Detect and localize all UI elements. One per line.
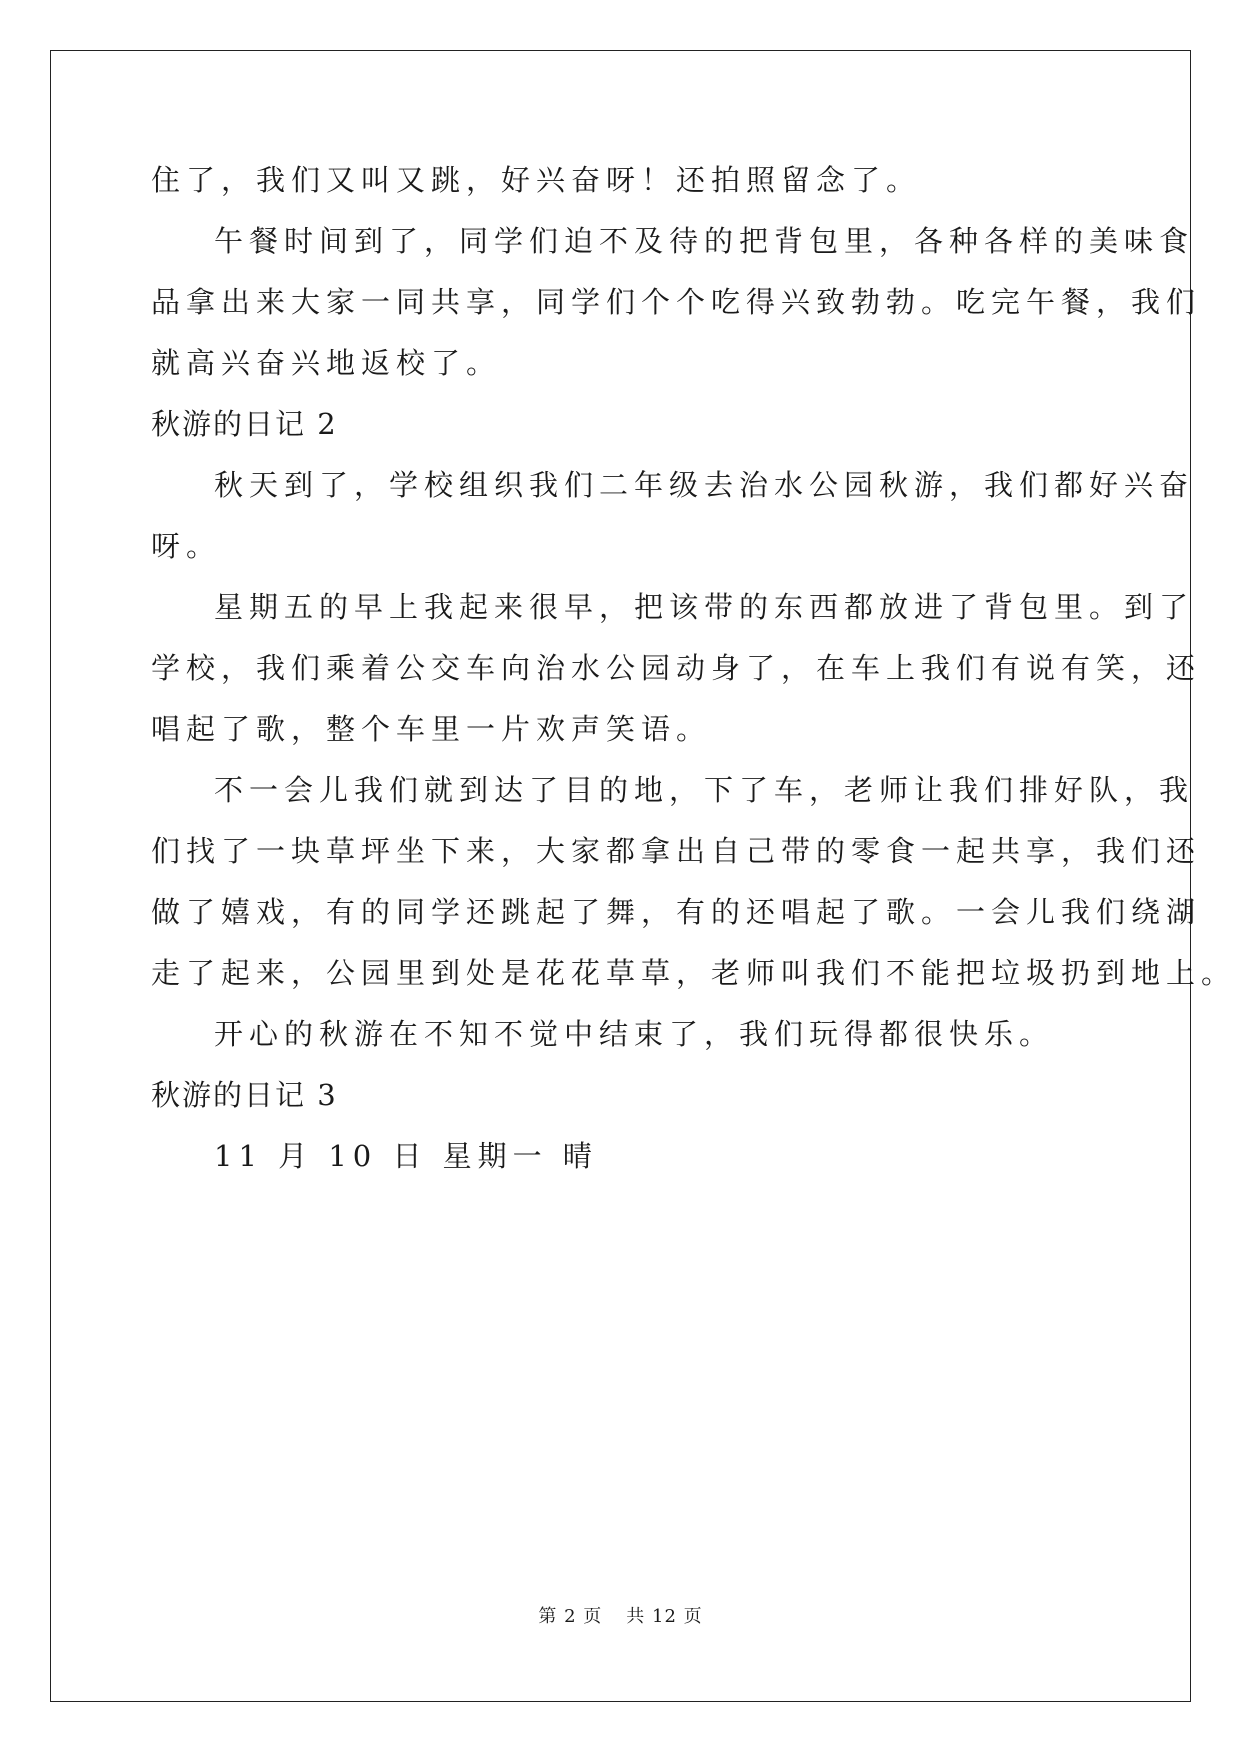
paragraph-line: 秋天到了，学校组织我们二年级去治水公园秋游，我们都好兴奋	[214, 468, 1195, 502]
paragraph-line: 就高兴奋兴地返校了。	[151, 346, 502, 380]
paragraph-line: 品拿出来大家一同共享，同学们个个吃得兴致勃勃。吃完午餐，我们	[151, 285, 1202, 319]
date-line: 11 月 10 日 星期一 晴	[214, 1139, 598, 1173]
paragraph-line: 做了嬉戏，有的同学还跳起了舞，有的还唱起了歌。一会儿我们绕湖	[151, 895, 1202, 929]
paragraph-line: 学校，我们乘着公交车向治水公园动身了，在车上我们有说有笑，还	[151, 651, 1202, 685]
paragraph-line: 唱起了歌，整个车里一片欢声笑语。	[151, 712, 712, 746]
document-body	[151, 150, 1237, 1187]
page-footer	[0, 1602, 1241, 1628]
paragraph-line: 走了起来，公园里到处是花花草草，老师叫我们不能把垃圾扔到地上。	[151, 956, 1237, 990]
current-page-label: 第 2 页	[538, 1606, 603, 1627]
paragraph-line: 呀。	[151, 529, 222, 563]
paragraph-line: 午餐时间到了，同学们迫不及待的把背包里，各种各样的美味食	[214, 224, 1195, 258]
paragraph-line: 们找了一块草坪坐下来，大家都拿出自己带的零食一起共享，我们还	[151, 834, 1202, 868]
total-pages-label: 共 12 页	[626, 1606, 703, 1627]
section-heading: 秋游的日记 2	[151, 407, 338, 441]
paragraph-line: 开心的秋游在不知不觉中结束了，我们玩得都很快乐。	[214, 1017, 1055, 1051]
paragraph-line: 不一会儿我们就到达了目的地，下了车，老师让我们排好队，我	[214, 773, 1195, 807]
section-heading: 秋游的日记 3	[151, 1078, 338, 1112]
paragraph-line: 住了，我们又叫又跳，好兴奋呀！还拍照留念了。	[151, 163, 922, 197]
paragraph-line: 星期五的早上我起来很早，把该带的东西都放进了背包里。到了	[214, 590, 1195, 624]
